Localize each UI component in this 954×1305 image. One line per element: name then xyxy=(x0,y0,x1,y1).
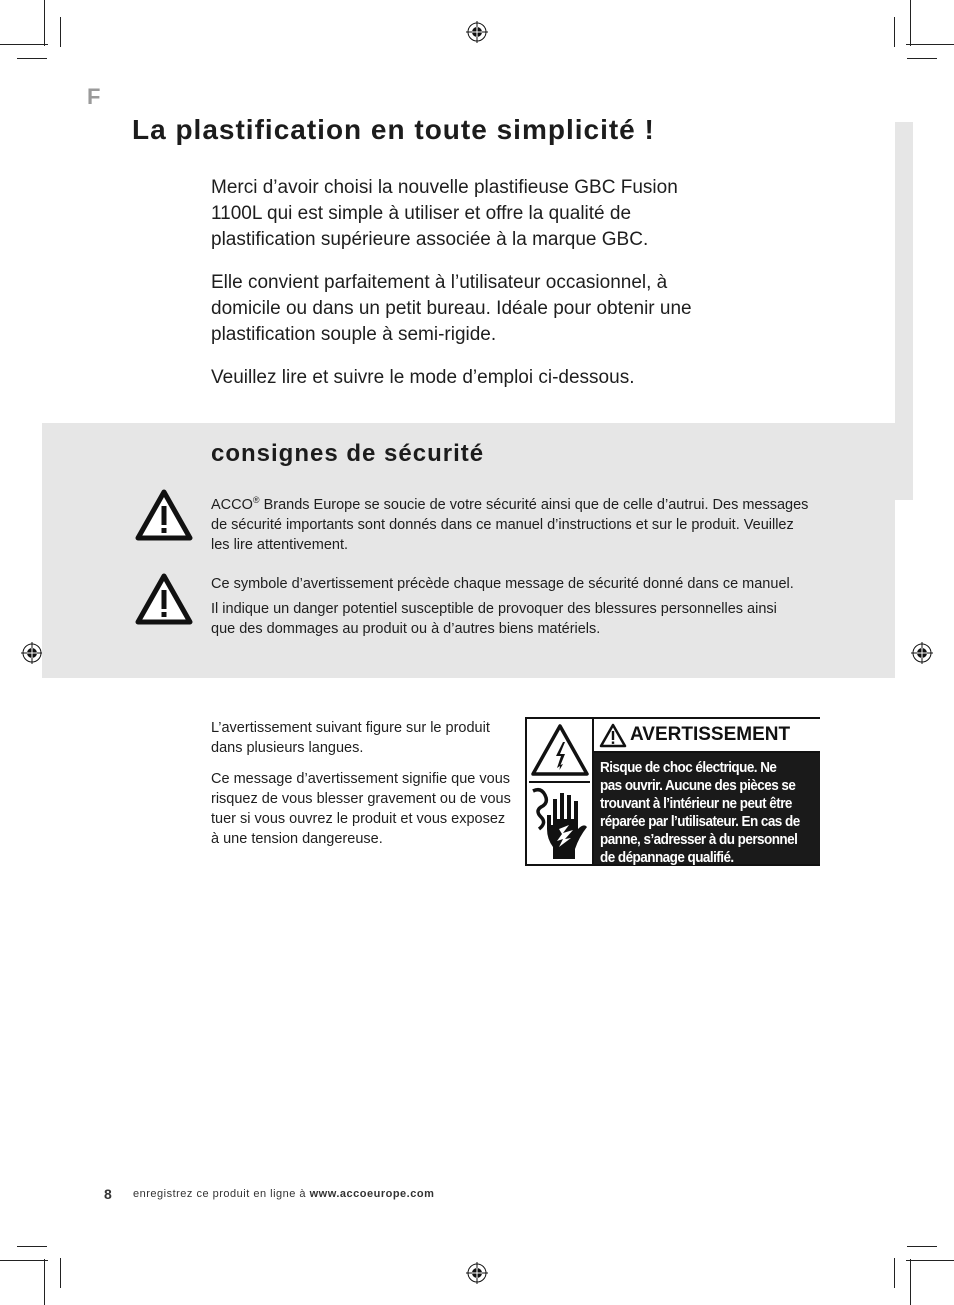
footer-text xyxy=(133,1188,434,1200)
registered-mark: ® xyxy=(252,495,260,505)
language-letter: F xyxy=(87,84,101,109)
label-line: réparée par l’utilisateur. En cas de xyxy=(600,813,800,830)
safety-message xyxy=(211,490,811,560)
label-line: pas ouvrir. Aucune des pièces se xyxy=(600,777,796,794)
footer-label: enregistrez ce produit en ligne à xyxy=(133,1188,310,1200)
registration-mark-icon xyxy=(466,21,488,43)
registration-mark-icon xyxy=(466,1262,488,1284)
warning-triangle-icon xyxy=(135,489,193,541)
warning-paragraph: Ce message d’avertissement signifie que vous risquez de vous blesser gravement ou de vous tuer si vous ouvrez le produit et vous exposez à une tension dangereuse. xyxy=(211,771,511,847)
intro-text xyxy=(211,175,731,408)
safety-title: consignes de sécurité xyxy=(211,440,485,467)
safety-text: Il indique un danger potentiel susceptible de provoquer des blessures personnelles ainsi que des dommages au produit ou à d’autres biens matériels. xyxy=(211,601,777,637)
warning-triangle-icon xyxy=(135,573,193,625)
intro-paragraph: Merci d’avoir choisi la nouvelle plastifieuse GBC Fusion 1100L qui est simple à utiliser et offre la qualité de plastification supérieure associée à la marque GBC. xyxy=(211,177,678,250)
lightning-triangle-icon xyxy=(530,723,590,777)
label-text xyxy=(600,759,800,867)
page-number: 8 xyxy=(104,1186,112,1202)
label-line: trouvant à l’intérieur ne peut être xyxy=(600,795,792,812)
label-line: de dépannage qualifié. xyxy=(600,849,734,866)
label-body xyxy=(594,753,820,864)
warning-paragraph: L’avertissement suivant figure sur le produit dans plusieurs langues. xyxy=(211,720,490,756)
label-line: Risque de choc électrique. Ne xyxy=(600,759,777,776)
registration-mark-icon xyxy=(911,642,933,664)
safety-symbol-explanation xyxy=(211,574,801,644)
safety-text: Brands Europe se soucie de votre sécurité ainsi que de celle d’autrui. Des messages de sécurité importants sont donnés dans ce manuel d’instructions et sur le produit. Veuillez les lire attentivement. xyxy=(211,496,809,553)
label-header xyxy=(594,719,820,753)
registration-mark-icon xyxy=(21,642,43,664)
safety-text: Ce symbole d’avertissement précède chaque message de sécurité donné dans ce manuel. xyxy=(211,576,794,592)
warning-explanation xyxy=(211,718,516,860)
electric-shock-hand-icon xyxy=(529,785,591,861)
product-warning-label xyxy=(525,717,820,866)
warning-triangle-icon xyxy=(599,723,627,748)
label-heading: AVERTISSEMENT xyxy=(630,724,791,745)
brand-name: ACCO xyxy=(211,496,253,513)
intro-paragraph: Veuillez lire et suivre le mode d’emploi ci-dessous. xyxy=(211,367,635,388)
page-title: La plastification en toute simplicité ! xyxy=(132,114,655,145)
footer-url[interactable]: www.accoeurope.com xyxy=(309,1188,435,1200)
intro-paragraph: Elle convient parfaitement à l’utilisateur occasionnel, à domicile ou dans un petit bureau. Idéale pour obtenir une plastification souple à semi-rigide. xyxy=(211,272,692,345)
label-line: panne, s’adresser à du personnel xyxy=(600,831,798,848)
side-tab-bar xyxy=(895,122,913,500)
label-icon-column xyxy=(527,719,594,864)
